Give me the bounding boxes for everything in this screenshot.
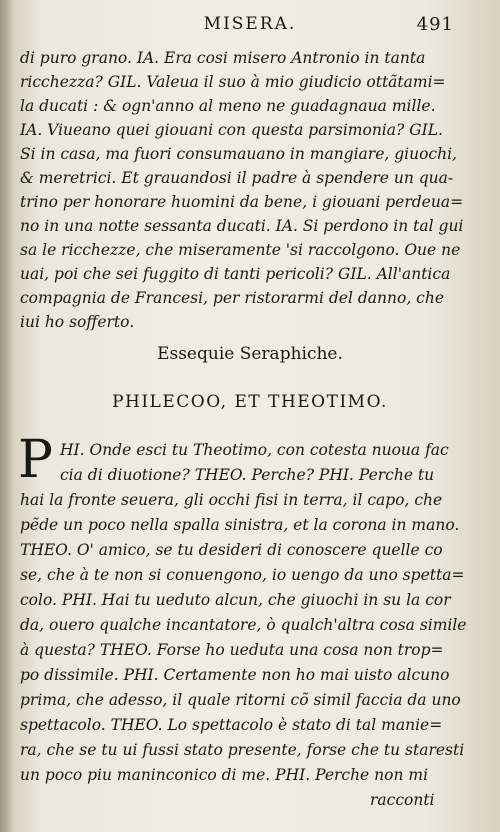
text-line: & meretrici. Et grauandosi il padre à spendere un qua- (20, 169, 454, 187)
text-line: HI. Onde esci tu Theotimo, con cotesta nuoua fac (60, 441, 449, 459)
text-line: da, ouero qualche incantatore, ò qualch'altra cosa simile (20, 616, 467, 634)
running-title: MISERA. (203, 14, 297, 34)
binding-shadow (0, 0, 14, 832)
text-line: spettacolo. THEO. Lo spettacolo è stato di tal manie= (20, 716, 443, 734)
page-number: 491 (416, 14, 454, 35)
text-line: un poco piu maninconico di me. PHI. Perche non mi (20, 766, 429, 784)
text-line: IA. Viueano quei giouani con questa parsimonia? GIL. (20, 121, 443, 139)
text-line: uai, poi che sei fuggito di tanti pericoli? GIL. All'antica (20, 265, 451, 283)
text-line: compagnia de Francesi, per ristorarmi del danno, che (20, 289, 445, 307)
text-line: colo. PHI. Hai tu ueduto alcun, che giuochi in su la cor (20, 591, 451, 609)
text-line: pẽde un poco nella spalla sinistra, et la corona in mano. (20, 516, 460, 534)
text-line: di puro grano. IA. Era cosi misero Antronio in tanta (20, 49, 426, 67)
text-line: ra, che se tu ui fussi stato presente, forse che tu staresti (20, 741, 465, 759)
section-heading: Essequie Seraphiche. (157, 344, 343, 364)
text-line: trino per honorare huomini da bene, i giouani perdeua= (20, 193, 464, 211)
text-line: no in una notte sessanta ducati. IA. Si perdono in tal gui (20, 217, 464, 235)
catchword: racconti (370, 791, 435, 809)
text-line: cia di diuotione? THEO. Perche? PHI. Perche tu (60, 466, 435, 484)
drop-cap: P (18, 430, 53, 490)
text-line: po dissimile. PHI. Certamente non ho mai uisto alcuno (20, 666, 450, 684)
text-line: prima, che adesso, il quale ritorni cõ simil faccia da uno (20, 691, 461, 709)
text-line: hai la fronte seuera, gli occhi fisi in terra, il capo, che (20, 491, 443, 509)
text-line: ricchezza? GIL. Valeua il suo à mio giudicio ottãtami= (20, 73, 446, 91)
text-line: la ducati : & ogn'anno al meno ne guadagnaua mille. (20, 97, 436, 115)
text-line: à questa? THEO. Forse ho ueduta una cosa non trop= (20, 641, 444, 659)
text-line: iui ho sofferto. (20, 313, 135, 331)
text-line: sa le ricchezze, che miseramente 'si raccolgono. Oue ne (20, 241, 461, 259)
text-line: se, che à te non si conuengono, io uengo da uno spetta= (20, 566, 465, 584)
text-line: THEO. O' amico, se tu desideri di conoscere quelle co (20, 541, 443, 559)
text-line: Si in casa, ma fuori consumauano in mangiare, giuochi, (20, 145, 457, 163)
dialogue-title: PHILECOO, ET THEOTIMO. (112, 392, 388, 412)
